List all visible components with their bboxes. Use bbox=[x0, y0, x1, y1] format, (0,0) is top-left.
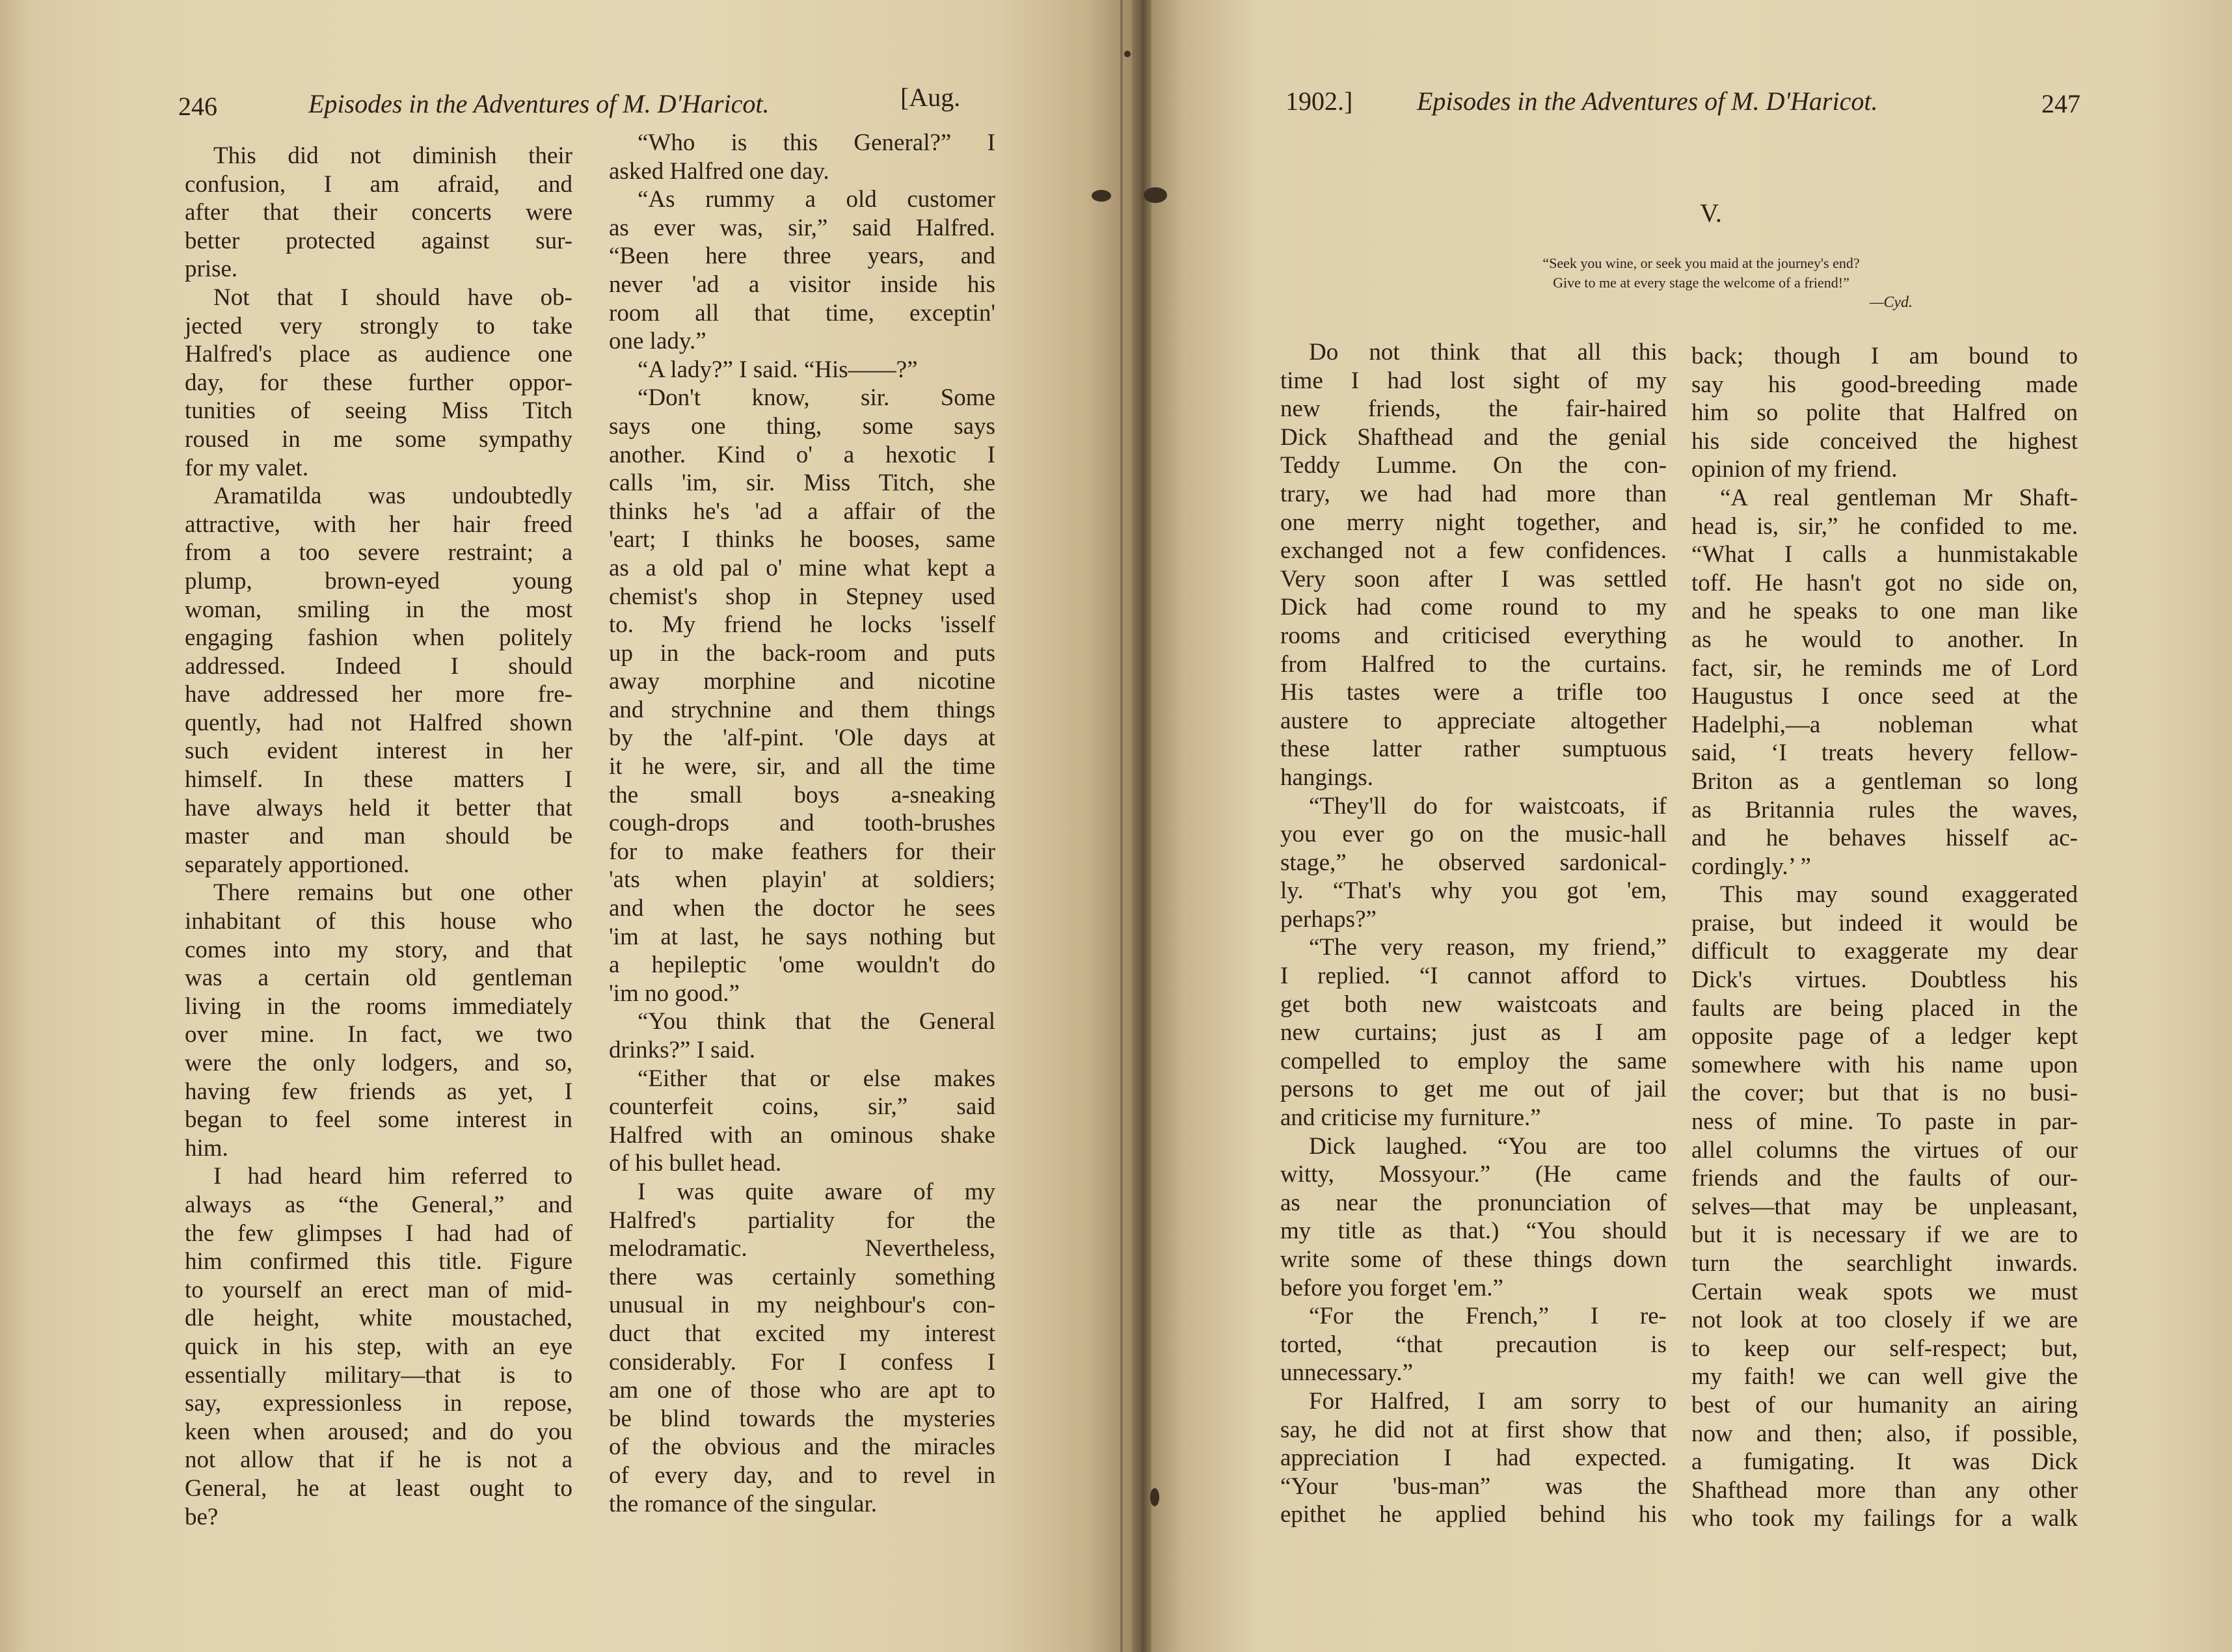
text-line: “For the French,” I re- bbox=[1309, 1303, 1667, 1330]
text-line: trary, we had had more than bbox=[1280, 480, 1667, 507]
text-line: of his bullet head. bbox=[609, 1150, 782, 1177]
text-line: always as “the General,” and bbox=[185, 1191, 572, 1218]
text-line: turn the searchlight inwards. bbox=[1691, 1250, 2078, 1277]
text-line: but it is necessary if we are to bbox=[1691, 1221, 2078, 1249]
text-line: said, ‘I treats hevery fellow- bbox=[1691, 739, 2078, 767]
text-line: from Halfred to the curtains. bbox=[1280, 650, 1667, 678]
text-line: away morphine and nicotine bbox=[609, 668, 995, 695]
epigraph-line-2: Give to me at every stage the welcome of a friend!” bbox=[1553, 274, 1849, 291]
text-line: Certain weak spots we must bbox=[1691, 1278, 2078, 1305]
text-line: “Who is this General?” I bbox=[638, 129, 995, 156]
text-line: for to make feathers for their bbox=[609, 838, 995, 865]
text-line: 'im no good.” bbox=[609, 979, 740, 1007]
text-line: Halfred with an ominous shake bbox=[609, 1121, 995, 1149]
text-line: new curtains; just as I am bbox=[1280, 1019, 1667, 1046]
text-line: the small boys a-sneaking bbox=[609, 781, 995, 808]
text-line: be? bbox=[185, 1503, 219, 1530]
text-line: have always held it better that bbox=[185, 794, 572, 821]
text-line: confusion, I am afraid, and bbox=[185, 170, 572, 198]
text-line: have addressed her more fre- bbox=[185, 681, 572, 708]
text-line: say, expressionless in repose, bbox=[185, 1390, 572, 1417]
text-line: never 'ad a visitor inside his bbox=[609, 271, 995, 298]
text-line: and when the doctor he sees bbox=[609, 895, 995, 922]
text-line: was a certain old gentleman bbox=[185, 965, 572, 992]
text-line: praise, but indeed it would be bbox=[1691, 909, 2078, 937]
right-column-1 bbox=[1280, 338, 1667, 1529]
text-line: tunities of seeing Miss Titch bbox=[185, 397, 572, 425]
text-line: austere to appreciate altogether bbox=[1280, 707, 1667, 734]
text-line: Dick Shafthead and the genial bbox=[1280, 423, 1667, 451]
text-line: Halfred's partiality for the bbox=[609, 1206, 995, 1234]
text-line: ness of mine. To paste in par- bbox=[1691, 1108, 2078, 1136]
text-line: roused in me some sympathy bbox=[185, 425, 572, 453]
text-line: Not that I should have ob- bbox=[213, 284, 572, 311]
text-line: allel columns the virtues of our bbox=[1691, 1136, 2078, 1164]
text-line: Shafthead more than any other bbox=[1691, 1476, 2078, 1504]
text-line: keen when aroused; and do you bbox=[185, 1418, 572, 1445]
text-line: duct that excited my interest bbox=[609, 1320, 995, 1347]
text-line: it he were, sir, and all the time bbox=[609, 753, 995, 780]
text-line: to. My friend he locks 'isself bbox=[609, 611, 995, 639]
text-line: from a too severe restraint; a bbox=[185, 539, 572, 566]
text-line: “A lady?” I said. “His——?” bbox=[638, 356, 918, 383]
text-line: jected very strongly to take bbox=[185, 312, 572, 340]
text-line: Dick had come round to my bbox=[1280, 594, 1667, 621]
text-line: get both new waistcoats and bbox=[1280, 991, 1667, 1018]
text-line: calls 'im, sir. Miss Titch, she bbox=[609, 470, 995, 497]
scan-speck bbox=[1092, 190, 1111, 202]
text-line: Dick's virtues. Doubtless his bbox=[1691, 966, 2078, 994]
text-line: my faith! we can well give the bbox=[1691, 1363, 2078, 1391]
text-line: drinks?” I said. bbox=[609, 1037, 756, 1063]
text-line: Hadelphi,—a nobleman what bbox=[1691, 711, 2078, 738]
text-line: difficult to exaggerate my dear bbox=[1691, 938, 2078, 965]
text-line: as he would to another. In bbox=[1691, 626, 2078, 653]
text-line: plump, brown-eyed young bbox=[185, 567, 572, 594]
epigraph-line-1: “Seek you wine, or seek you maid at the journey's end? bbox=[1542, 255, 1860, 271]
text-line: quently, had not Halfred shown bbox=[185, 709, 572, 736]
text-line: witty, Mossyour.” (He came bbox=[1280, 1161, 1667, 1188]
text-line: the cover; but that is no busi- bbox=[1691, 1080, 2078, 1107]
text-line: I had heard him referred to bbox=[213, 1163, 572, 1190]
text-line: as Britannia rules the waves, bbox=[1691, 796, 2078, 823]
text-line: for my valet. bbox=[185, 454, 309, 481]
text-line: and criticise my furniture.” bbox=[1280, 1104, 1541, 1132]
text-line: and he behaves hisself ac- bbox=[1691, 825, 2078, 852]
text-line: to keep our self-respect; but, bbox=[1691, 1335, 2078, 1362]
text-line: says one thing, some says bbox=[609, 412, 995, 440]
text-line: not allow that if he is not a bbox=[185, 1446, 572, 1474]
text-line: cordingly.’ ” bbox=[1691, 853, 1811, 880]
text-line: His tastes were a trifle too bbox=[1280, 679, 1667, 706]
right-year: 1902.] bbox=[1285, 87, 1353, 116]
text-line: were the only lodgers, and so, bbox=[185, 1050, 572, 1076]
right-running-title: Episodes in the Adventures of M. D'Haricot. bbox=[1417, 87, 1878, 116]
text-line: up in the back-room and puts bbox=[609, 639, 995, 667]
text-line: I replied. “I cannot afford to bbox=[1280, 963, 1667, 990]
text-line: engaging fashion when politely bbox=[185, 624, 572, 652]
text-line: room all that time, exceptin' bbox=[609, 299, 995, 326]
left-column-2 bbox=[609, 129, 995, 1518]
text-line: faults are being placed in the bbox=[1691, 994, 2078, 1022]
text-line: and he speaks to one man like bbox=[1691, 598, 2078, 625]
right-column-2 bbox=[1691, 342, 2078, 1533]
text-line: Teddy Lumme. On the con- bbox=[1280, 452, 1667, 479]
text-line: not look at too closely if we are bbox=[1691, 1307, 2078, 1334]
text-line: “Don't know, sir. Some bbox=[638, 384, 995, 412]
text-line: separately apportioned. bbox=[185, 851, 410, 878]
text-line: cough-drops and tooth-brushes bbox=[609, 810, 995, 837]
text-line: addressed. Indeed I should bbox=[185, 652, 572, 680]
text-line: such evident interest in her bbox=[185, 738, 572, 765]
text-line: essentially military—that is to bbox=[185, 1361, 572, 1389]
text-line: the romance of the singular. bbox=[609, 1490, 878, 1517]
text-line: prise. bbox=[185, 256, 238, 283]
text-line: these latter rather sumptuous bbox=[1280, 736, 1667, 763]
text-line: perhaps?” bbox=[1280, 905, 1377, 933]
text-line: Haugustus I once seed at the bbox=[1691, 683, 2078, 710]
text-line: somewhere with his name upon bbox=[1691, 1051, 2078, 1078]
book-gutter bbox=[1132, 0, 1151, 1652]
text-line: as ever was, sir,” said Halfred. bbox=[609, 214, 995, 241]
text-line: began to feel some interest in bbox=[185, 1106, 572, 1134]
text-line: master and man should be bbox=[185, 823, 572, 850]
text-line: “A real gentleman Mr Shaft- bbox=[1720, 484, 2078, 511]
right-page-number: 247 bbox=[2041, 89, 2080, 118]
text-line: appreciation I had expected. bbox=[1280, 1445, 1667, 1472]
text-line: another. Kind o' a hexotic I bbox=[609, 441, 995, 468]
text-line: chemist's shop in Stepney used bbox=[609, 583, 995, 610]
text-line: quick in his step, with an eye bbox=[185, 1333, 572, 1360]
text-line: “Your 'bus-man” was the bbox=[1280, 1472, 1667, 1500]
text-line: unusual in my neighbour's con- bbox=[609, 1292, 995, 1319]
text-line: be blind towards the mysteries bbox=[609, 1405, 995, 1432]
section-number: V. bbox=[1700, 198, 1722, 228]
text-line: fact, sir, he reminds me of Lord bbox=[1691, 654, 2078, 682]
text-line: am one of those who are apt to bbox=[609, 1377, 995, 1404]
text-line: a fumigating. It was Dick bbox=[1691, 1448, 2078, 1476]
text-line: there was certainly something bbox=[609, 1263, 995, 1290]
text-line: torted, “that precaution is bbox=[1280, 1331, 1667, 1358]
text-line: day, for these further oppor- bbox=[185, 369, 572, 396]
text-line: before you forget 'em.” bbox=[1280, 1274, 1503, 1301]
text-line: him so polite that Halfred on bbox=[1691, 399, 2078, 427]
left-column-1 bbox=[185, 142, 572, 1531]
text-line: Briton as a gentleman so long bbox=[1691, 767, 2078, 795]
text-line: counterfeit coins, sir,” said bbox=[609, 1093, 995, 1121]
text-line: dle height, white moustached, bbox=[185, 1305, 572, 1332]
scan-speck bbox=[1144, 187, 1167, 203]
text-line: time I had lost sight of my bbox=[1280, 367, 1667, 394]
text-line: General, he at least ought to bbox=[185, 1474, 572, 1502]
text-line: a hepileptic 'ome wouldn't do bbox=[609, 952, 995, 979]
text-line: comes into my story, and that bbox=[185, 936, 572, 963]
text-line: rooms and criticised everything bbox=[1280, 622, 1667, 649]
text-line: “What I calls a hunmistakable bbox=[1691, 541, 2078, 568]
page-fold bbox=[1120, 0, 1123, 1652]
text-line: back; though I am bound to bbox=[1691, 343, 2078, 369]
epigraph-attribution: —Cyd. bbox=[1870, 294, 1913, 311]
text-line: his side conceived the highest bbox=[1691, 427, 2078, 455]
text-line: melodramatic. Nevertheless, bbox=[609, 1235, 995, 1262]
text-line: write some of these things down bbox=[1280, 1246, 1667, 1273]
text-line: “Either that or else makes bbox=[638, 1065, 995, 1092]
text-line: friends and the faults of our- bbox=[1691, 1165, 2078, 1192]
text-line: selves—that may be unpleasant, bbox=[1691, 1193, 2078, 1220]
scan-speck bbox=[1150, 1488, 1159, 1506]
text-line: persons to get me out of jail bbox=[1280, 1076, 1667, 1103]
text-line: opinion of my friend. bbox=[1691, 456, 1898, 483]
text-line: Very soon after I was settled bbox=[1280, 565, 1667, 593]
text-line: “They'll do for waistcoats, if bbox=[1309, 792, 1667, 819]
text-line: “The very reason, my friend,” bbox=[1309, 934, 1667, 961]
text-line: woman, smiling in the most bbox=[185, 596, 572, 623]
text-line: as near the pronunciation of bbox=[1280, 1189, 1667, 1216]
text-line: say his good-breeding made bbox=[1691, 371, 2078, 398]
text-line: For Halfred, I am sorry to bbox=[1309, 1387, 1667, 1415]
text-line: of every day, and to revel in bbox=[609, 1461, 995, 1489]
text-line: of the obvious and the miracles bbox=[609, 1433, 995, 1461]
text-line: say, he did not at first show that bbox=[1280, 1416, 1667, 1443]
text-line: ly. “That's why you got 'em, bbox=[1280, 877, 1667, 905]
text-line: after that their concerts were bbox=[185, 199, 572, 226]
text-line: asked Halfred one day. bbox=[609, 157, 829, 185]
text-line: thinks he's 'ad a affair of the bbox=[609, 498, 995, 525]
text-line: “As rummy a old customer bbox=[638, 186, 995, 213]
text-line: the few glimpses I had had of bbox=[185, 1219, 572, 1247]
text-line: This did not diminish their bbox=[213, 142, 572, 169]
text-line: Aramatilda was undoubtedly bbox=[213, 483, 572, 510]
text-line: my title as that.) “You should bbox=[1280, 1218, 1667, 1245]
text-line: There remains but one other bbox=[213, 879, 572, 907]
text-line: head is, sir,” he confided to me. bbox=[1691, 513, 2078, 540]
left-month: [Aug. bbox=[900, 83, 961, 112]
text-line: exchanged not a few confidences. bbox=[1280, 537, 1667, 565]
text-line: 'eart; I thinks he booses, same bbox=[609, 526, 995, 553]
text-line: to yourself an erect man of mid- bbox=[185, 1276, 572, 1303]
text-line: by the 'alf-pint. 'Ole days at bbox=[609, 725, 995, 752]
text-line: better protected against sur- bbox=[185, 227, 572, 254]
text-line: over mine. In fact, we two bbox=[185, 1021, 572, 1048]
left-page-number: 246 bbox=[178, 92, 217, 121]
text-line: considerably. For I confess I bbox=[609, 1348, 995, 1376]
text-line: toff. He hasn't got no side on, bbox=[1691, 569, 2078, 596]
text-line: who took my failings for a walk bbox=[1691, 1505, 2078, 1532]
scan-speck bbox=[1124, 51, 1131, 57]
text-line: having few friends as yet, I bbox=[185, 1078, 572, 1105]
text-line: compelled to employ the same bbox=[1280, 1047, 1667, 1074]
text-line: hangings. bbox=[1280, 764, 1373, 791]
text-line: “Been here three years, and bbox=[609, 243, 995, 270]
text-line: him confirmed this title. Figure bbox=[185, 1248, 572, 1275]
text-line: 'im at last, he says nothing but bbox=[609, 923, 995, 950]
text-line: living in the rooms immediately bbox=[185, 993, 572, 1020]
text-line: you ever go on the music-hall bbox=[1280, 821, 1667, 848]
text-line: Do not think that all this bbox=[1309, 339, 1667, 366]
text-line: now and then; also, if possible, bbox=[1691, 1420, 2078, 1447]
text-line: and strychnine and them things bbox=[609, 696, 995, 723]
text-line: 'ats when playin' at soldiers; bbox=[609, 866, 995, 894]
text-line: one lady.” bbox=[609, 328, 706, 355]
text-line: “You think that the General bbox=[638, 1008, 995, 1035]
text-line: him. bbox=[185, 1134, 228, 1162]
left-running-title: Episodes in the Adventures of M. D'Haricot. bbox=[308, 89, 770, 118]
text-line: This may sound exaggerated bbox=[1720, 881, 2078, 909]
text-line: epithet he applied behind his bbox=[1280, 1501, 1667, 1528]
text-line: attractive, with her hair freed bbox=[185, 511, 572, 538]
text-line: inhabitant of this house who bbox=[185, 908, 572, 935]
text-line: best of our humanity an airing bbox=[1691, 1391, 2078, 1419]
text-line: Dick laughed. “You are too bbox=[1309, 1132, 1667, 1160]
text-line: one merry night together, and bbox=[1280, 509, 1667, 536]
text-line: I was quite aware of my bbox=[638, 1178, 995, 1205]
text-line: opposite page of a ledger kept bbox=[1691, 1023, 2078, 1050]
text-line: as a old pal o' mine what kept a bbox=[609, 554, 995, 581]
text-line: unnecessary.” bbox=[1280, 1359, 1414, 1387]
text-line: himself. In these matters I bbox=[185, 766, 572, 793]
text-line: stage,” he observed sardonical- bbox=[1280, 849, 1667, 876]
text-line: Halfred's place as audience one bbox=[185, 341, 572, 368]
text-line: new friends, the fair-haired bbox=[1280, 395, 1667, 423]
